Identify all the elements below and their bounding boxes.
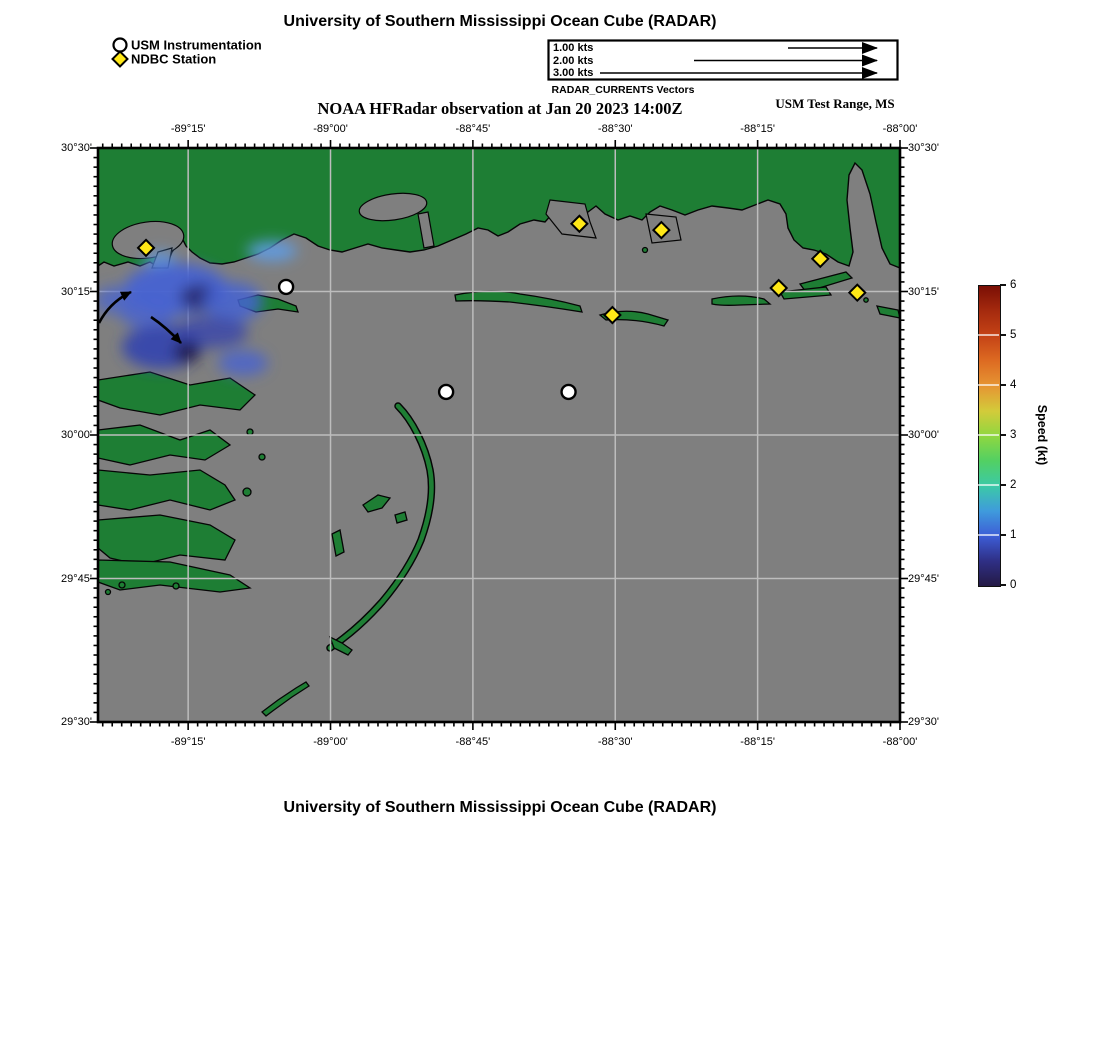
colorbar-tick	[1000, 434, 1006, 436]
page-title: University of Southern Mississippi Ocean Cube (RADAR)	[283, 13, 717, 30]
usm-instrument-marker	[562, 385, 576, 399]
colorbar-tick	[1000, 384, 1006, 386]
axis-tick-label: 30°00'	[908, 429, 939, 441]
vector-scale-label: 2.00 kts	[553, 54, 594, 67]
islet	[864, 298, 868, 302]
axis-tick-label: -88°00'	[882, 123, 918, 135]
axis-tick-label: 30°30'	[908, 142, 939, 154]
ndbc-diamond-marker-icon	[113, 52, 128, 67]
colorbar-tick	[1000, 534, 1006, 536]
axis-tick-label: -88°15'	[740, 123, 775, 135]
vector-scale-label: 1.00 kts	[553, 42, 594, 54]
legend-usm-label: USM Instrumentation	[131, 37, 262, 53]
axis-tick-label: -89°15'	[170, 123, 206, 135]
axis-tick-label: 29°45'	[908, 572, 939, 585]
islet	[643, 248, 648, 253]
vector-scale-caption: RADAR_CURRENTS Vectors	[551, 84, 695, 96]
axis-tick-label: -88°15'	[740, 736, 775, 748]
colorbar-separator	[978, 384, 999, 386]
axis-tick-label: 29°45'	[61, 572, 92, 585]
colorbar-tick-label: 4	[1010, 379, 1017, 391]
axis-tick-label: 30°30'	[61, 142, 92, 154]
speed-patch	[218, 350, 268, 376]
axis-tick-label: 30°15'	[61, 285, 92, 298]
colorbar-tick-label: 2	[1010, 479, 1017, 491]
bottom-title: University of Southern Mississippi Ocean Cube (RADAR)	[283, 799, 717, 816]
speed-colorbar	[978, 285, 1001, 587]
legend-ndbc-label: NDBC Station	[131, 51, 217, 67]
colorbar-tick	[1000, 584, 1006, 586]
colorbar-separator	[978, 534, 999, 536]
islet	[247, 429, 253, 435]
usm-circle-marker-icon	[114, 39, 127, 52]
axis-tick-label: -88°30'	[597, 123, 633, 135]
speed-patch	[95, 286, 135, 314]
colorbar-separator	[978, 434, 999, 436]
axis-tick-label: 29°30'	[61, 716, 92, 728]
islet	[259, 454, 265, 460]
axis-tick-label: -88°45'	[455, 123, 491, 135]
axis-tick-label: -89°00'	[313, 123, 348, 135]
islet	[119, 582, 125, 588]
axis-tick-label: 30°15'	[908, 285, 939, 298]
speed-patch	[247, 241, 297, 261]
colorbar-tick-label: 1	[1010, 529, 1017, 541]
colorbar-tick	[1000, 284, 1006, 286]
observation-subtitle: NOAA HFRadar observation at Jan 20 2023 14:00Z	[317, 99, 683, 118]
colorbar-tick	[1000, 484, 1006, 486]
colorbar-tick-label: 5	[1010, 329, 1017, 341]
axis-tick-label: -88°30'	[597, 736, 633, 748]
usm-instrument-marker	[439, 385, 453, 399]
vector-scale-label: 3.00 kts	[553, 67, 594, 79]
islet	[243, 488, 251, 496]
colorbar-tick-label: 0	[1010, 579, 1017, 591]
colorbar-tick	[1000, 334, 1006, 336]
axis-tick-label: -88°00'	[882, 736, 918, 748]
axis-tick-label: -89°00'	[313, 736, 348, 748]
axis-tick-label: 30°00'	[61, 429, 92, 441]
speed-patch	[174, 341, 200, 363]
axis-tick-label: 29°30'	[908, 716, 939, 728]
axis-tick-label: -89°15'	[170, 736, 206, 748]
colorbar-tick-label: 3	[1010, 429, 1017, 441]
usm-instrument-marker	[279, 280, 293, 294]
islet	[106, 590, 111, 595]
islet	[173, 583, 179, 589]
colorbar-separator	[978, 334, 999, 336]
test-range-label: USM Test Range, MS	[775, 96, 895, 111]
colorbar-tick-label: 6	[1010, 279, 1017, 291]
axis-tick-label: -88°45'	[455, 736, 491, 748]
colorbar-axis-label: Speed (kt)	[1035, 404, 1049, 466]
colorbar-separator	[978, 484, 999, 486]
